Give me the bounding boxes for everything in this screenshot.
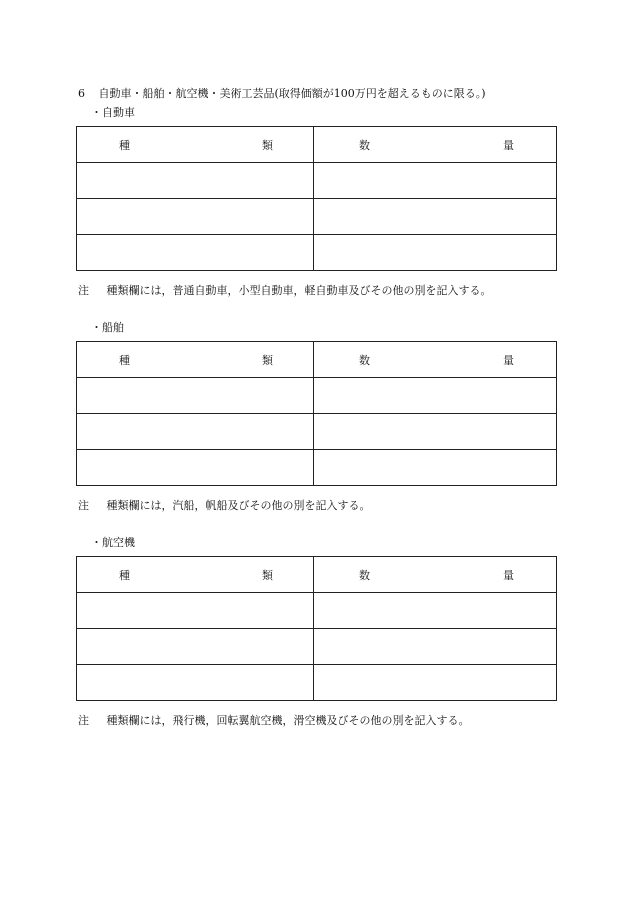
quantity-header-cell [314, 342, 557, 378]
kind-header-cell [77, 342, 314, 378]
note-mark: 注 [78, 499, 89, 512]
ship-note [78, 497, 371, 513]
kind-header-char-1: 種 [119, 353, 130, 367]
aircraft-table [76, 556, 557, 701]
table-header-row [77, 342, 557, 378]
ship-table [76, 341, 557, 486]
page-title [78, 85, 486, 101]
table-header-row [77, 557, 557, 593]
quantity-header-char-1: 数 [359, 568, 370, 582]
kind-input-cell[interactable] [77, 414, 314, 450]
aircraft-note [78, 712, 470, 728]
quantity-input-cell[interactable] [314, 378, 557, 414]
quantity-input-cell[interactable] [314, 593, 557, 629]
quantity-header-char-1: 数 [359, 138, 370, 152]
kind-header-cell [77, 557, 314, 593]
kind-header-cell [77, 127, 314, 163]
kind-input-cell[interactable] [77, 378, 314, 414]
table-row [77, 450, 557, 486]
quantity-input-cell[interactable] [314, 163, 557, 199]
kind-input-cell[interactable] [77, 665, 314, 701]
quantity-header-cell [314, 557, 557, 593]
quantity-header-cell [314, 127, 557, 163]
quantity-input-cell[interactable] [314, 414, 557, 450]
kind-input-cell[interactable] [77, 593, 314, 629]
kind-input-cell[interactable] [77, 450, 314, 486]
note-mark: 注 [78, 714, 89, 727]
quantity-header-char-1: 数 [359, 353, 370, 367]
kind-header-char-2: 類 [262, 568, 273, 582]
quantity-input-cell[interactable] [314, 629, 557, 665]
quantity-input-cell[interactable] [314, 199, 557, 235]
table-row [77, 629, 557, 665]
table-row [77, 665, 557, 701]
section-label-ship: ・船舶 [91, 321, 124, 334]
automobile-table [76, 126, 557, 271]
quantity-header-char-2: 量 [503, 568, 514, 582]
note-text: 種類欄には，飛行機，回転翼航空機，滑空機及びその他の別を記入する。 [106, 714, 470, 727]
note-mark: 注 [78, 284, 89, 297]
section-number: 6 [78, 87, 85, 100]
table-row [77, 414, 557, 450]
quantity-input-cell[interactable] [314, 450, 557, 486]
section-label-aircraft: ・航空機 [91, 536, 135, 549]
kind-header-char-1: 種 [119, 138, 130, 152]
table-row [77, 199, 557, 235]
automobile-note [78, 282, 492, 298]
quantity-header-char-2: 量 [503, 138, 514, 152]
note-text: 種類欄には，普通自動車，小型自動車，軽自動車及びその他の別を記入する。 [106, 284, 492, 297]
table-row [77, 235, 557, 271]
kind-header-char-2: 類 [262, 138, 273, 152]
quantity-input-cell[interactable] [314, 665, 557, 701]
kind-header-char-2: 類 [262, 353, 273, 367]
kind-input-cell[interactable] [77, 235, 314, 271]
table-row [77, 378, 557, 414]
quantity-header-char-2: 量 [503, 353, 514, 367]
table-row [77, 163, 557, 199]
kind-input-cell[interactable] [77, 629, 314, 665]
table-row [77, 593, 557, 629]
section-label-automobile: ・自動車 [91, 106, 135, 119]
kind-input-cell[interactable] [77, 199, 314, 235]
kind-input-cell[interactable] [77, 163, 314, 199]
section-heading-text: 自動車・船舶・航空機・美術工芸品(取得価額が100万円を超えるものに限る。) [98, 87, 486, 100]
kind-header-char-1: 種 [119, 568, 130, 582]
quantity-input-cell[interactable] [314, 235, 557, 271]
table-header-row [77, 127, 557, 163]
note-text: 種類欄には，汽船，帆船及びその他の別を記入する。 [106, 499, 371, 512]
